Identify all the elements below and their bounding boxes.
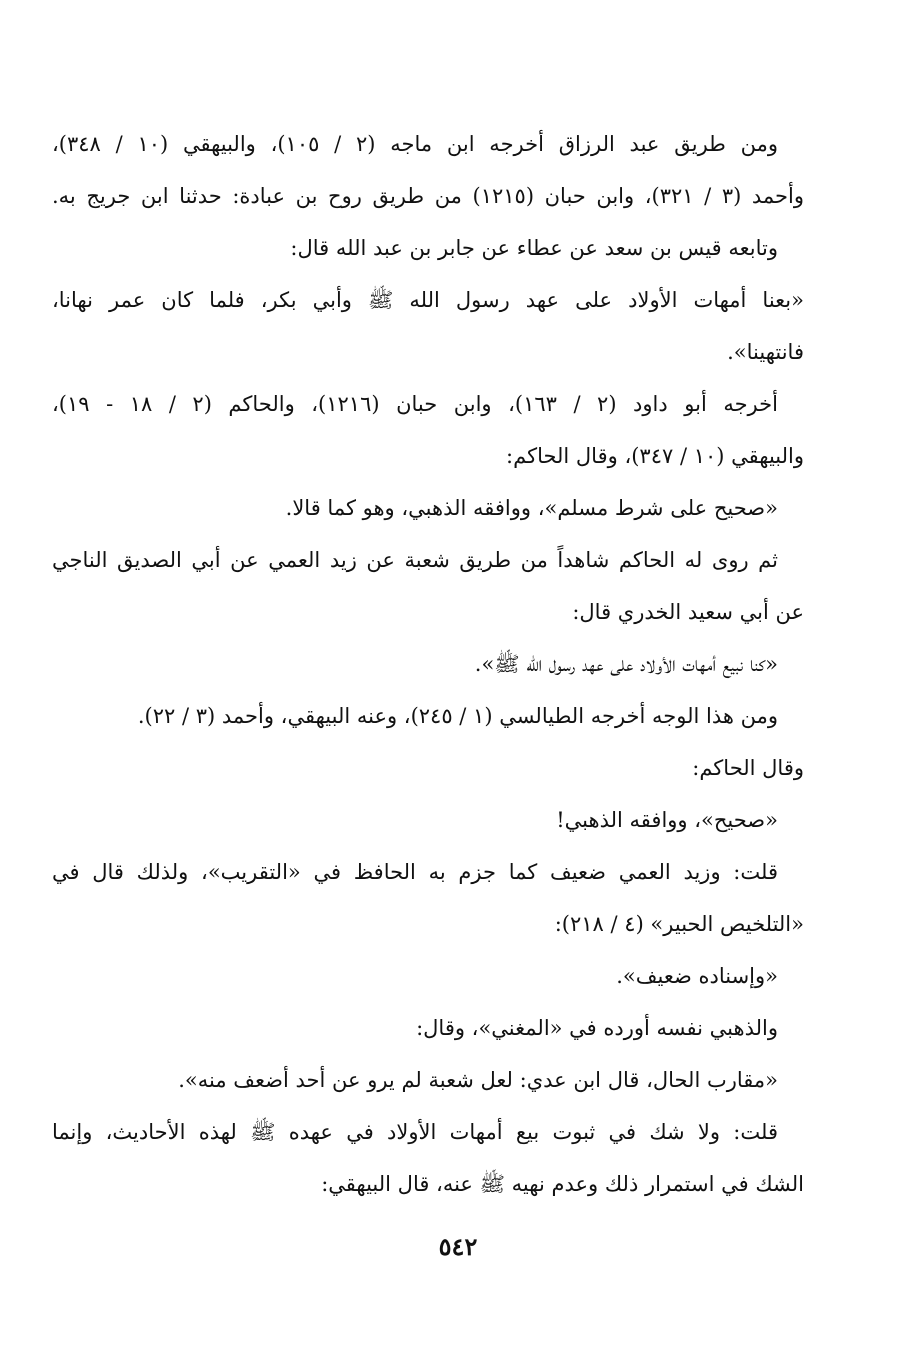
text-line-1: ومن طريق عبد الرزاق أخرجه ابن ماجه (٢ / ١٠٥)، والبيهقي (١٠ / ٣٤٨)، [52, 132, 778, 156]
page-body-text [52, 118, 804, 1210]
text-line-10: عن أبي سعيد الخدري قال: [572, 600, 804, 624]
text-line-7: والبيهقي (١٠ / ٣٤٧)، وقال الحاكم: [506, 444, 804, 468]
text-line-15: قلت: وزيد العمي ضعيف كما جزم به الحافظ في «التقريب»، ولذلك قال في [52, 860, 778, 884]
text-line-20: قلت: ولا شك في ثبوت بيع أمهات الأولاد في عهده ﷺ لهذه الأحاديث، وإنما [52, 1120, 778, 1144]
text-line-8: «صحيح على شرط مسلم»، ووافقه الذهبي، وهو كما قالا. [285, 496, 778, 520]
text-line-18: والذهبي نفسه أورده في «المغني»، وقال: [416, 1016, 778, 1040]
text-line-16: «التلخيص الحبير» (٤ / ٢١٨): [554, 912, 804, 936]
text-line-2: وأحمد (٣ / ٣٢١)، وابن حبان (١٢١٥) من طريق روح بن عبادة: حدثنا ابن جريج به. [52, 184, 804, 208]
text-line-6: أخرجه أبو داود (٢ / ١٦٣)، وابن حبان (١٢١٦)، والحاكم (٢ / ١٨ - ١٩)، [52, 392, 778, 416]
text-line-21: الشك في استمرار ذلك وعدم نهيه ﷺ عنه، قال البيهقي: [321, 1172, 804, 1196]
text-line-5: فانتهينا». [727, 340, 804, 364]
text-line-13: وقال الحاكم: [692, 756, 804, 780]
text-line-12: ومن هذا الوجه أخرجه الطيالسي (١ / ٢٤٥)، وعنه البيهقي، وأحمد (٣ / ٢٢). [137, 704, 778, 728]
text-line-17: «وإسناده ضعيف». [616, 964, 778, 988]
text-line-11: «كنا نبيع أمهات الأولاد على عهد رسول الله ﷺ». [474, 652, 778, 676]
page-number: ٥٤٢ [438, 1232, 478, 1261]
text-line-3: وتابعه قيس بن سعد عن عطاء عن جابر بن عبد الله قال: [290, 236, 778, 260]
text-line-9: ثم روى له الحاكم شاهداً من طريق شعبة عن زيد العمي عن أبي الصديق الناجي [52, 548, 778, 572]
text-line-4: «بعنا أمهات الأولاد على عهد رسول الله ﷺ وأبي بكر، فلما كان عمر نهانا، [52, 288, 804, 312]
text-line-19: «مقارب الحال، قال ابن عدي: لعل شعبة لم يرو عن أحد أضعف منه». [178, 1068, 778, 1092]
text-line-14: «صحيح»، ووافقه الذهبي! [556, 808, 778, 832]
